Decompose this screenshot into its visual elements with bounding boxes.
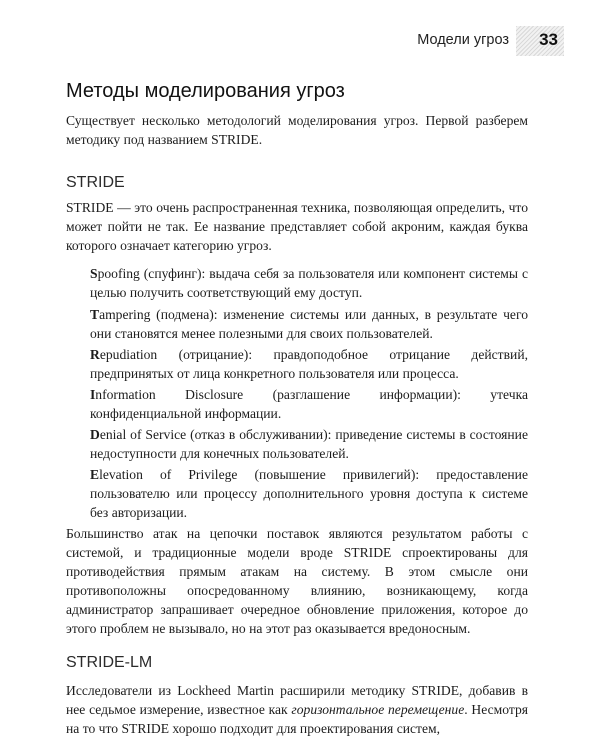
page-number: 33	[539, 30, 558, 49]
item-text: nformation Disclosure (разглашение информации): утечка конфиденциальной информации.	[90, 387, 528, 421]
stride-lm-heading: STRIDE-LM	[66, 654, 153, 671]
chapter-title: Модели угроз	[417, 32, 509, 48]
stride-item-tampering	[90, 305, 528, 343]
stride-lm-text-before: Исследователи из Lockheed Martin расширили методику STRIDE, добавив в нее седьмое измерение, известное как	[66, 683, 528, 717]
stride-item-repudiation	[90, 345, 528, 383]
item-letter: T	[90, 307, 100, 322]
item-letter: E	[90, 467, 100, 482]
item-text: enial of Service (отказ в обслуживании): приведение системы в состояние недоступности для конечных пользователей.	[90, 427, 528, 461]
item-letter: D	[90, 427, 100, 442]
stride-description: STRIDE — это очень распространенная техника, позволяющая определить, что может пойти не так. Ее название представляет собой акроним, каждая буква которого означает категорию угроз.	[66, 200, 528, 253]
item-letter: I	[90, 387, 96, 402]
item-text: levation of Privilege (повышение привилегий): предоставление пользователю или процессу дополнительного уровня доступа к системе без авторизации.	[90, 467, 528, 520]
item-text: poofing (спуфинг): выдача себя за пользователя или компонент системы с целью получить соответствующий ему доступ.	[90, 266, 528, 300]
item-letter: S	[90, 266, 98, 281]
stride-lm-text-after: . Несмотря на то что STRIDE хорошо подходит для проектирования систем,	[66, 702, 529, 736]
intro-paragraph: Существует несколько методологий моделирования угроз. Первой разберем методику под названием STRIDE.	[66, 113, 528, 147]
stride-item-elevation-of-privilege	[90, 465, 528, 522]
stride-lm-paragraph	[66, 681, 528, 738]
stride-item-denial-of-service	[90, 425, 528, 463]
stride-lm-italic-term: горизонтальное перемещение	[291, 702, 465, 717]
item-text: epudiation (отрицание): правдоподобное отрицание действий, предпринятых от лица конкретного пользователя или процесса.	[90, 347, 528, 381]
page-header	[0, 26, 600, 56]
section-title: Методы моделирования угроз	[66, 80, 345, 102]
stride-item-spoofing	[90, 264, 528, 302]
item-letter: R	[90, 347, 100, 362]
stride-summary: Большинство атак на цепочки поставок являются результатом работы с системой, и традиционные модели вроде STRIDE спроектированы для противодействия прямым атакам на систему. В этом смысле они противоположны опосредованному влиянию, возникающему, когда администратор запрашивает очередное обновление приложения, которое до этого проблем не вызывало, но на этот раз оказывается вредоносным.	[66, 526, 528, 636]
stride-heading: STRIDE	[66, 174, 125, 191]
item-text: ampering (подмена): изменение системы или данных, в результате чего они становятся менее полезными для своих пользователей.	[90, 307, 528, 341]
stride-item-information-disclosure	[90, 385, 528, 423]
